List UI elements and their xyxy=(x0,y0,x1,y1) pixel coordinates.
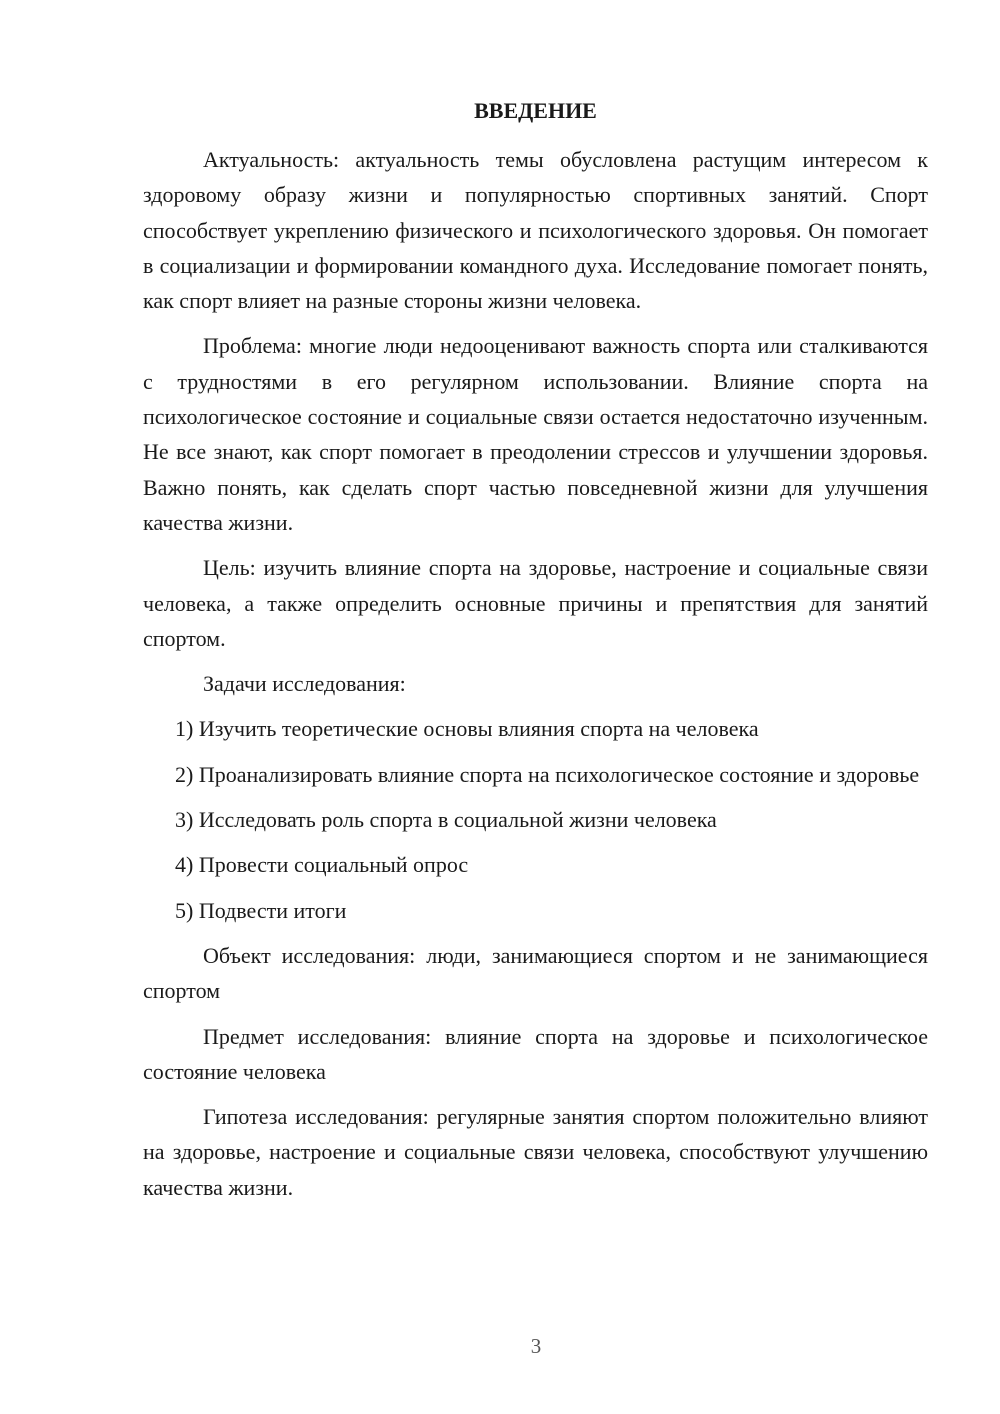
paragraph-hypothesis: Гипотеза исследования: регулярные занятия спортом положительно влияют на здоровье, настроение и социальные связи человека, способствуют улучшению качества жизни. xyxy=(143,1104,928,1200)
task-item-5: 5) Подвести итоги xyxy=(175,897,347,923)
document-body xyxy=(143,142,928,1205)
task-item-3: 3) Исследовать роль спорта в социальной жизни человека xyxy=(175,807,717,833)
page-title: ВВЕДЕНИЕ xyxy=(474,98,597,123)
paragraph-goal: Цель: изучить влияние спорта на здоровье, настроение и социальные связи человека, а также определить основные причины и препятствия для занятий спортом. xyxy=(143,555,928,651)
tasks-heading: Задачи исследования: xyxy=(203,671,406,697)
task-item-4: 4) Провести социальный опрос xyxy=(175,852,469,878)
task-item-2: 2) Проанализировать влияние спорта на психологическое состояние и здоровье xyxy=(175,761,920,787)
paragraph-problem: Проблема: многие люди недооценивают важность спорта или сталкиваются с трудностями в его регулярном использовании. Влияние спорта на психологическое состояние и социальные связи остается недостаточно изученным. Не все знают, как спорт помогает в преодолении стрессов и улучшении здоровья. Важно понять, как сделать спорт частью повседневной жизни для улучшения качества жизни. xyxy=(143,333,928,535)
page-number: 3 xyxy=(530,1334,542,1358)
paragraph-relevance: Актуальность: актуальность темы обусловлена растущим интересом к здоровому образу жизни и популярностью спортивных занятий. Спорт способствует укреплению физического и психологического здоровья. Он помогает в социализации и формировании командного духа. Исследование помогает понять, как спорт влияет на разные стороны жизни человека. xyxy=(143,147,928,314)
paragraph-subject: Предмет исследования: влияние спорта на здоровье и психологическое состояние человека xyxy=(143,1023,928,1084)
paragraph-object: Объект исследования: люди, занимающиеся спортом и не занимающиеся спортом xyxy=(143,942,928,1004)
task-item-1: 1) Изучить теоретические основы влияния спорта на человека xyxy=(175,716,759,742)
